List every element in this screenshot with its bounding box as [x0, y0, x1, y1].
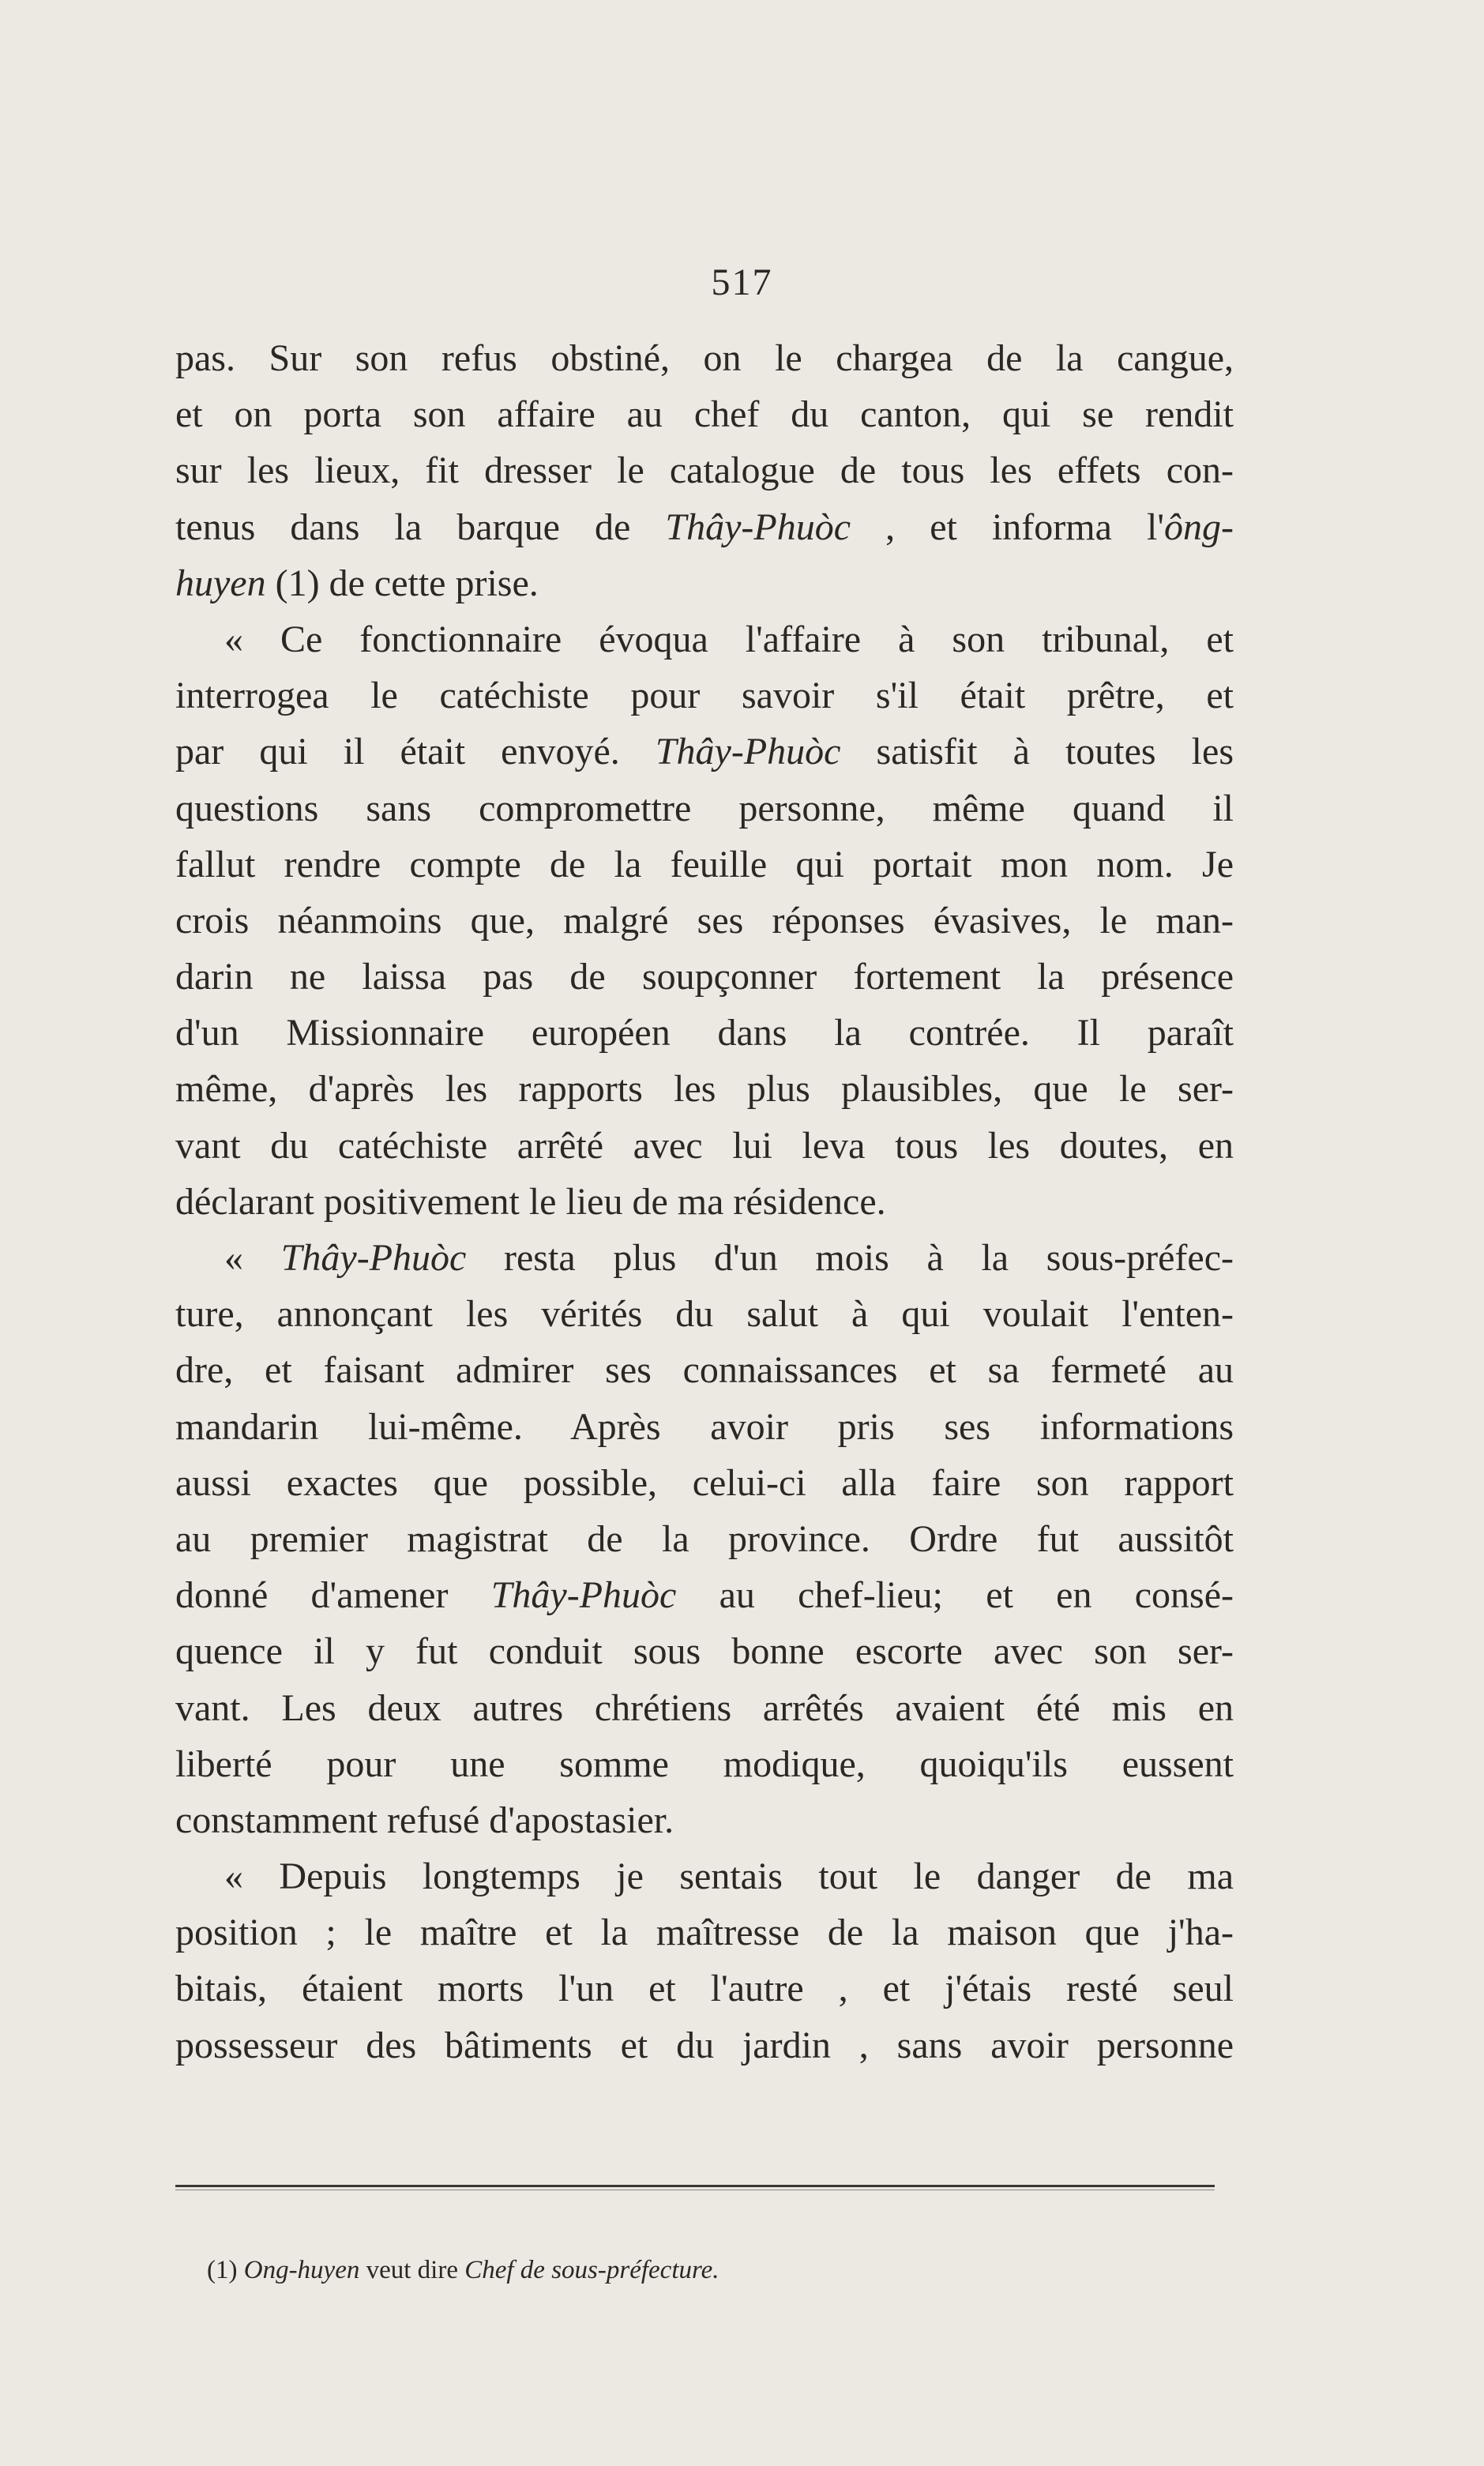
- text-line: [175, 1904, 1234, 1960]
- text-segment: interrogea le catéchiste pour savoir s'il était prêtre, et: [175, 675, 1234, 717]
- text-segment: vant. Les deux autres chrétiens arrêtés avaient été mis en: [175, 1686, 1234, 1729]
- text-segment: darin ne laissa pas de soupçonner fortement la présence: [175, 956, 1234, 998]
- text-line: [175, 949, 1234, 1005]
- text-segment: pas. Sur son refus obstiné, on le chargea de la cangue,: [175, 337, 1234, 379]
- text-line: [175, 1061, 1234, 1117]
- text-line: [175, 667, 1234, 724]
- text-segment: mandarin lui-même. Après avoir pris ses informations: [175, 1405, 1234, 1448]
- text-line: [175, 1005, 1234, 1061]
- text-line: [175, 1680, 1234, 1736]
- text-line: [175, 555, 1234, 611]
- text-line: [175, 1455, 1234, 1511]
- text-line: [175, 893, 1234, 949]
- footnote-middle: veut dire: [366, 2256, 458, 2284]
- text-segment: fallut rendre compte de la feuille qui portait mon nom. Je: [175, 843, 1234, 885]
- text-segment: «: [224, 1237, 281, 1279]
- italic-text: huyen: [175, 562, 266, 604]
- text-line: [175, 1848, 1234, 1904]
- text-line: [175, 1736, 1234, 1792]
- text-line: [175, 1792, 1234, 1848]
- text-segment: quence il y fut conduit sous bonne escorte avec son ser-: [175, 1630, 1234, 1673]
- text-segment: questions sans compromettre personne, même quand il: [175, 787, 1234, 829]
- text-segment: déclarant positivement le lieu de ma résidence.: [175, 1180, 886, 1223]
- text-segment: même, d'après les rapports les plus plausibles, que le ser-: [175, 1068, 1234, 1111]
- text-segment: (1) de cette prise.: [265, 562, 539, 604]
- text-segment: au premier magistrat de la province. Ordre fut aussitôt: [175, 1517, 1234, 1560]
- text-segment: possesseur des bâtiments et du jardin , sans avoir personne: [175, 2024, 1234, 2066]
- footnote-marker: (1): [207, 2256, 238, 2284]
- text-segment: d'un Missionnaire européen dans la contrée. Il paraît: [175, 1012, 1234, 1054]
- text-line: [175, 724, 1234, 780]
- text-line: [175, 1567, 1234, 1623]
- italic-text: ông-: [1164, 506, 1234, 548]
- text-line: [175, 611, 1234, 667]
- text-segment: bitais, étaient morts l'un et l'autre , et j'étais resté seul: [175, 1968, 1234, 2010]
- text-line: [175, 442, 1234, 498]
- text-segment: « Ce fonctionnaire évoqua l'affaire à son tribunal, et: [224, 618, 1234, 660]
- text-segment: dre, et faisant admirer ses connaissances et sa fermeté au: [175, 1349, 1234, 1392]
- text-line: [175, 1118, 1234, 1174]
- text-segment: crois néanmoins que, malgré ses réponses évasives, le man-: [175, 899, 1234, 942]
- text-segment: , et informa l': [851, 506, 1165, 548]
- text-segment: donné d'amener: [175, 1574, 491, 1617]
- text-line: [175, 1342, 1234, 1398]
- italic-text: Thây-Phuòc: [655, 731, 841, 773]
- italic-text: Thây-Phuòc: [665, 506, 851, 548]
- text-line: [175, 780, 1234, 836]
- text-line: [175, 836, 1234, 893]
- text-line: [175, 330, 1234, 386]
- text-line: [175, 499, 1234, 555]
- text-segment: liberté pour une somme modique, quoiqu'ils eussent: [175, 1742, 1234, 1785]
- text-line: [175, 1230, 1234, 1286]
- text-segment: tenus dans la barque de: [175, 506, 666, 548]
- footnote-definition: Chef de sous-préfecture.: [464, 2256, 719, 2284]
- text-segment: et on porta son affaire au chef du canton, qui se rendit: [175, 393, 1234, 436]
- italic-text: Thây-Phuòc: [280, 1237, 467, 1279]
- text-line: [175, 1174, 1234, 1230]
- text-segment: constamment refusé d'apostasier.: [175, 1799, 674, 1841]
- footnote: [207, 2253, 719, 2287]
- footnote-divider: [175, 2185, 1215, 2187]
- text-line: [175, 1960, 1234, 2017]
- text-line: [175, 1623, 1234, 1679]
- body-text: [175, 330, 1234, 2073]
- text-segment: ture, annonçant les vérités du salut à qui voulait l'enten-: [175, 1293, 1234, 1336]
- text-line: [175, 1399, 1234, 1455]
- text-segment: position ; le maître et la maîtresse de la maison que j'ha-: [175, 1912, 1234, 1954]
- text-line: [175, 386, 1234, 442]
- text-line: [175, 2017, 1234, 2073]
- italic-text: Thây-Phuòc: [490, 1574, 677, 1617]
- text-segment: « Depuis longtemps je sentais tout le danger de ma: [224, 1855, 1234, 1898]
- text-line: [175, 1286, 1234, 1342]
- text-segment: sur les lieux, fit dresser le catalogue de tous les effets con-: [175, 449, 1234, 492]
- text-segment: aussi exactes que possible, celui-ci alla faire son rapport: [175, 1461, 1234, 1504]
- text-segment: au chef-lieu; et en consé-: [676, 1574, 1234, 1617]
- text-segment: resta plus d'un mois à la sous-préfec-: [466, 1237, 1234, 1279]
- text-segment: vant du catéchiste arrêté avec lui leva tous les doutes, en: [175, 1124, 1234, 1167]
- text-line: [175, 1511, 1234, 1567]
- text-segment: satisfit à toutes les: [840, 731, 1234, 773]
- text-segment: par qui il était envoyé.: [175, 731, 656, 773]
- page-number: 517: [711, 261, 773, 303]
- footnote-term: Ong-huyen: [243, 2256, 360, 2284]
